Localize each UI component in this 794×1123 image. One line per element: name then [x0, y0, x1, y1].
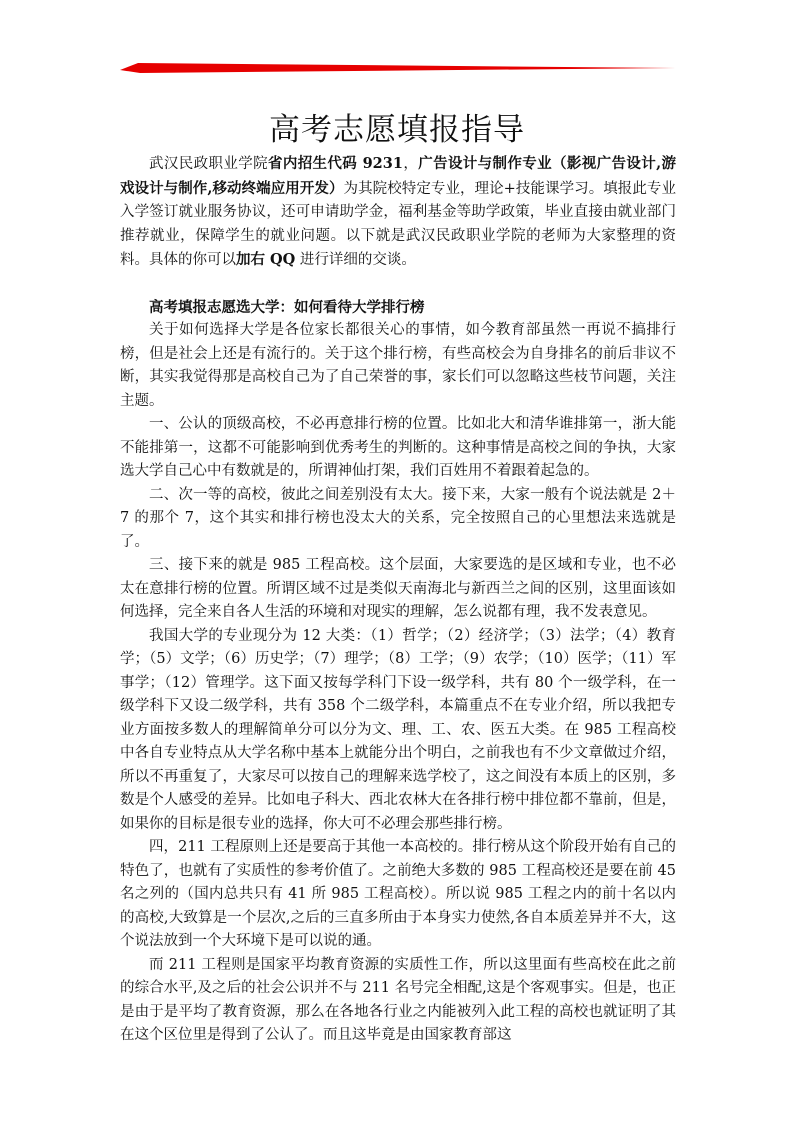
body-paragraph: 我国大学的专业现分为 12 大类：（1）哲学；（2）经济学；（3）法学；（4）教育学；（5）文学；（6）历史学；（7）理学；（8）工学；（9）农学；（10）医学；（11）军事学；（12）管理学。这下面又按每学科门下设一级学科，共有 80 个一级学科，在一级学科下又设二级学科，共有 358 个二级学科，本篇重点不在专业介绍，所以我把专业方面按多数人的理解简单分可以分为文、理、工、农、医五大类。在 985 工程高校中各自专业特点从大学名称中基本上就能分出个明白，之前我也有不少文章做过介绍，所以不再重复了，大家尽可以按自己的理解来选学校了，这之间没有本质上的区别，多数是个人感受的差异。比如电子科大、西北农林大在各排行榜中排位都不靠前，但是，如果你的目标是很专业的选择，你大可不必理会那些排行榜。 [120, 627, 676, 832]
body-paragraph: 四，211 工程原则上还是要高于其他一本高校的。排行榜从这个阶段开始有自己的特色了，也就有了实质性的参考价值了。之前绝大多数的 985 工程高校还是要在前 45 名之列的（国内总共只有 41 所 985 工程高校）。所以说 985 工程之内的前十名以内的高校,大致算是一个层次,之后的三直多所由于本身实力使然,各自本质差异并不大，这个说法放到一个大环境下是可以说的通。 [120, 839, 676, 949]
intro-text-1: 武汉民政职业学院 [149, 156, 268, 172]
red-banner-swoosh [120, 58, 676, 78]
page-title: 高考志愿填报指导 [269, 112, 525, 148]
body-paragraph: 一、公认的顶级高校，不必再意排行榜的位置。比如北大和清华谁排第一，浙大能不能排第一，这都不可能影响到优秀考生的判断的。这种事情是高校之间的争执，大家选大学自己心中有数就是的，所谓神仙打架，我们百姓用不着跟着起急的。 [120, 416, 676, 479]
intro-text-4: 进行详细的交谈。 [295, 252, 416, 268]
body-paragraph: 而 211 工程则是国家平均教育资源的实质性工作，所以这里面有些高校在此之前的综合水平,及之后的社会公识并不与 211 名号完全相配,这是个客观事实。但是，也正是由于是平均了教育资源，那么在各地各行业之内能被列入此工程的高校也就证明了其在这个区位里是得到了公认了。而且这毕竟是由国家教育部这 [120, 956, 676, 1043]
intro-bold-2: 广告设计与制作专业（影视广告设计,游戏设计与制作,移动终端应用开发） [120, 155, 677, 197]
intro-text-3: 为其院校特定专业，理论+技能课学习。填报此专业入学签订就业服务协议，还可申请助学金，福利基金等助学政策，毕业直接由就业部门推荐就业，保障学生的就业问题。以下就是武汉民政职业学院的老师为大家整理的资料。具体的你可以 [120, 180, 676, 268]
intro-paragraph [120, 152, 676, 273]
body-paragraph: 关于如何选择大学是各位家长都很关心的事情，如今教育部虽然一再说不搞排行榜，但是社会上还是有流行的。关于这个排行榜，有些高校会为自身排名的前后非议不断，其实我觉得那是高校自己为了自己荣誉的事，家长们可以忽略这些枝节问题，关注主题。 [120, 322, 676, 409]
intro-bold-3: 加右 QQ [236, 251, 296, 268]
document-body [120, 152, 676, 1048]
body-paragraph: 三、接下来的就是 985 工程高校。这个层面，大家要选的是区域和专业，也不必太在意排行榜的位置。所谓区域不过是类似天南海北与新西兰之间的区别，这里面该如何选择，完全来自各人生活的环境和对现实的理解，怎么说都有理，我不发表意见。 [120, 557, 676, 620]
section-heading: 高考填报志愿选大学：如何看待大学排行榜 [149, 298, 425, 316]
intro-bold-1: 省内招生代码 9231 [267, 155, 403, 172]
banner-stroke [120, 63, 676, 73]
intro-text-2: ， [402, 156, 419, 172]
body-paragraph: 二、次一等的高校，彼此之间差别没有太大。接下来，大家一般有个说法就是 2＋7 的那个 7，这个其实和排行榜也没太大的关系，完全按照自己的心里想法来选就是了。 [120, 486, 676, 550]
